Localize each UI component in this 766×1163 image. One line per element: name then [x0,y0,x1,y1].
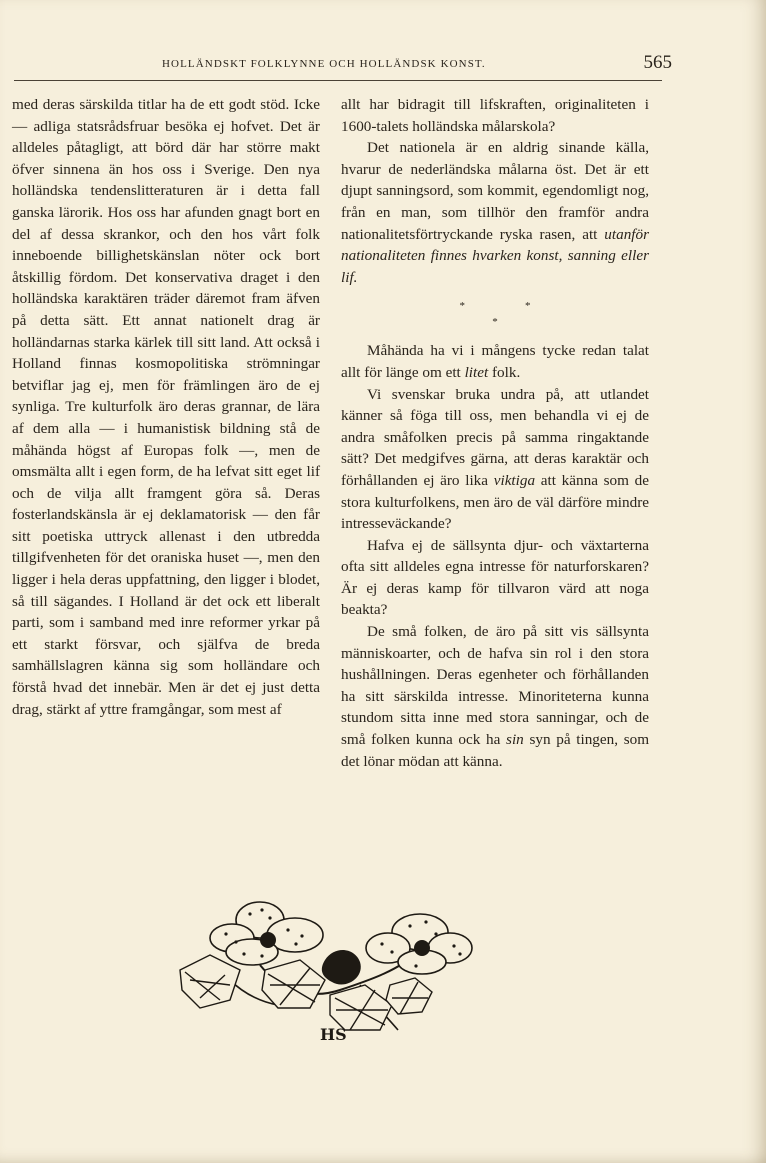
p4-text-b: att känna som de stora kulturfolkens, men äro de väl därföre mindre intresseväckande? [341,471,650,533]
paragraph-2-quote: utanför nationaliteten finnes hvarken konst, sanning eller lif. [341,225,650,286]
right-column [341,94,649,772]
star-right: * [525,300,531,313]
p6-text-b: syn på tingen, som det lönar mödan att känna. [341,731,650,770]
right-paragraph-4 [341,384,649,535]
right-paragraph-1: allt har bidragit till lifskraften, originaliteten i 1600-talets holländska målarskola? [341,96,649,135]
p4-italic: viktiga [493,471,536,489]
right-paragraph-5: Hafva ej de sällsynta djur- och växtarterna ofta sitt alldeles egna intresse för naturforskaren? Är ej deras kamp för tillvaron värd att noga beakta? [341,536,649,619]
right-paragraph-3 [341,340,649,383]
section-divider-stars [341,298,649,330]
left-flower [210,902,323,965]
star-left: * [459,300,465,313]
p4-text-a: Vi svenskar bruka undra på, att utlandet känner så föga till oss, men behandla vi ej de andra småfolken precis på samma ringaktande sätt? Det medgifves gärna, att deras karaktär och förhållanden ej äro lika [341,385,649,489]
leaves [180,955,432,1030]
left-column [12,94,320,720]
page-number: 565 [643,52,672,73]
running-title: HOLLÄNDSKT FOLKLYNNE OCH HOLLÄNDSK KONST. [162,58,486,70]
dark-bud [322,950,361,985]
monogram: HS [320,1025,347,1044]
p6-italic: sin [506,731,524,749]
star-bottom: * [492,316,498,329]
page-header [14,50,672,81]
p3-text-b: folk. [492,363,521,381]
floral-ornament [170,890,490,1060]
p3-text-a: Måhända ha vi i mångens tycke redan talat allt för länge om ett [341,342,649,381]
right-paragraph-6 [341,621,649,772]
right-flower [366,914,472,974]
right-paragraph-2 [341,137,649,288]
left-paragraph: med deras särskilda titlar ha de ett godt stöd. Icke — adliga statsrådsfruar besöka ej hofvet. Det är alldeles påtagligt, att börd där har större makt öfver sinnena än hos oss i Sverige. Den nya holländska tendenslitteraturen är i detta fall ganska lärorik. Hos oss har afunden gnagt bort en del af dessa skrankor, och den hos vårt folk inneboende billighetskänslan nöter ock bort åtskillig fördom. Det konservativa draget i den holländska karaktären träder däremot fram äfven på detta sätt. Ett annat nationelt drag är holländarnas starka kärlek till sitt land. Att också i Holland finnas kosmopolitiska strömningar betviflar jag ej, men för främlingen äro de ej synliga. Tre kulturfolk äro deras grannar, de lära af dem alla — i humanistisk bildning stå de måhända högst af Europas folk —, men de omsmälta allt i egen form, de ha lefvat sitt eget lif och de vilja allt framgent göra så. Deras fosterlandskänsla är ej deklamatorisk — den får sitt poetiska uttryck allenast i den utbredda tillgifvenheten för det oraniska huset —, men den ligger i hela deras uppfattning, den ligger i blodet, så till sägandes. I Holland är det ock ett liberalt parti, som i samband med inre reformer yrkar på ett starkt försvar, och själfva de breda samhällslagren känna sig som holländare och förstå hvad det innebär. Men är det ej just detta drag, stärkt af yttre framgångar, som mest af [12,96,320,718]
paragraph-2-text: Det nationela är en aldrig sinande källa, hvarur de nederländska målarna öst. Det är ett djupt sanningsord, som kommit, egendomligt nog, från en man, som tillhör den framför andra nationalitetsförtryckande ryska rasen, att [341,139,649,243]
p3-italic: litet [464,363,489,381]
p6-text-a: De små folken, de äro på sitt vis sällsynta människoarter, och de hafva sin rol i den stora hushållningen. Deras egenheter och förhållanden ha sitt särskilda intresse. Minoriteterna kunna stundom sitta inne med stora sanningar, och de små folken kunna ock ha [341,623,649,749]
